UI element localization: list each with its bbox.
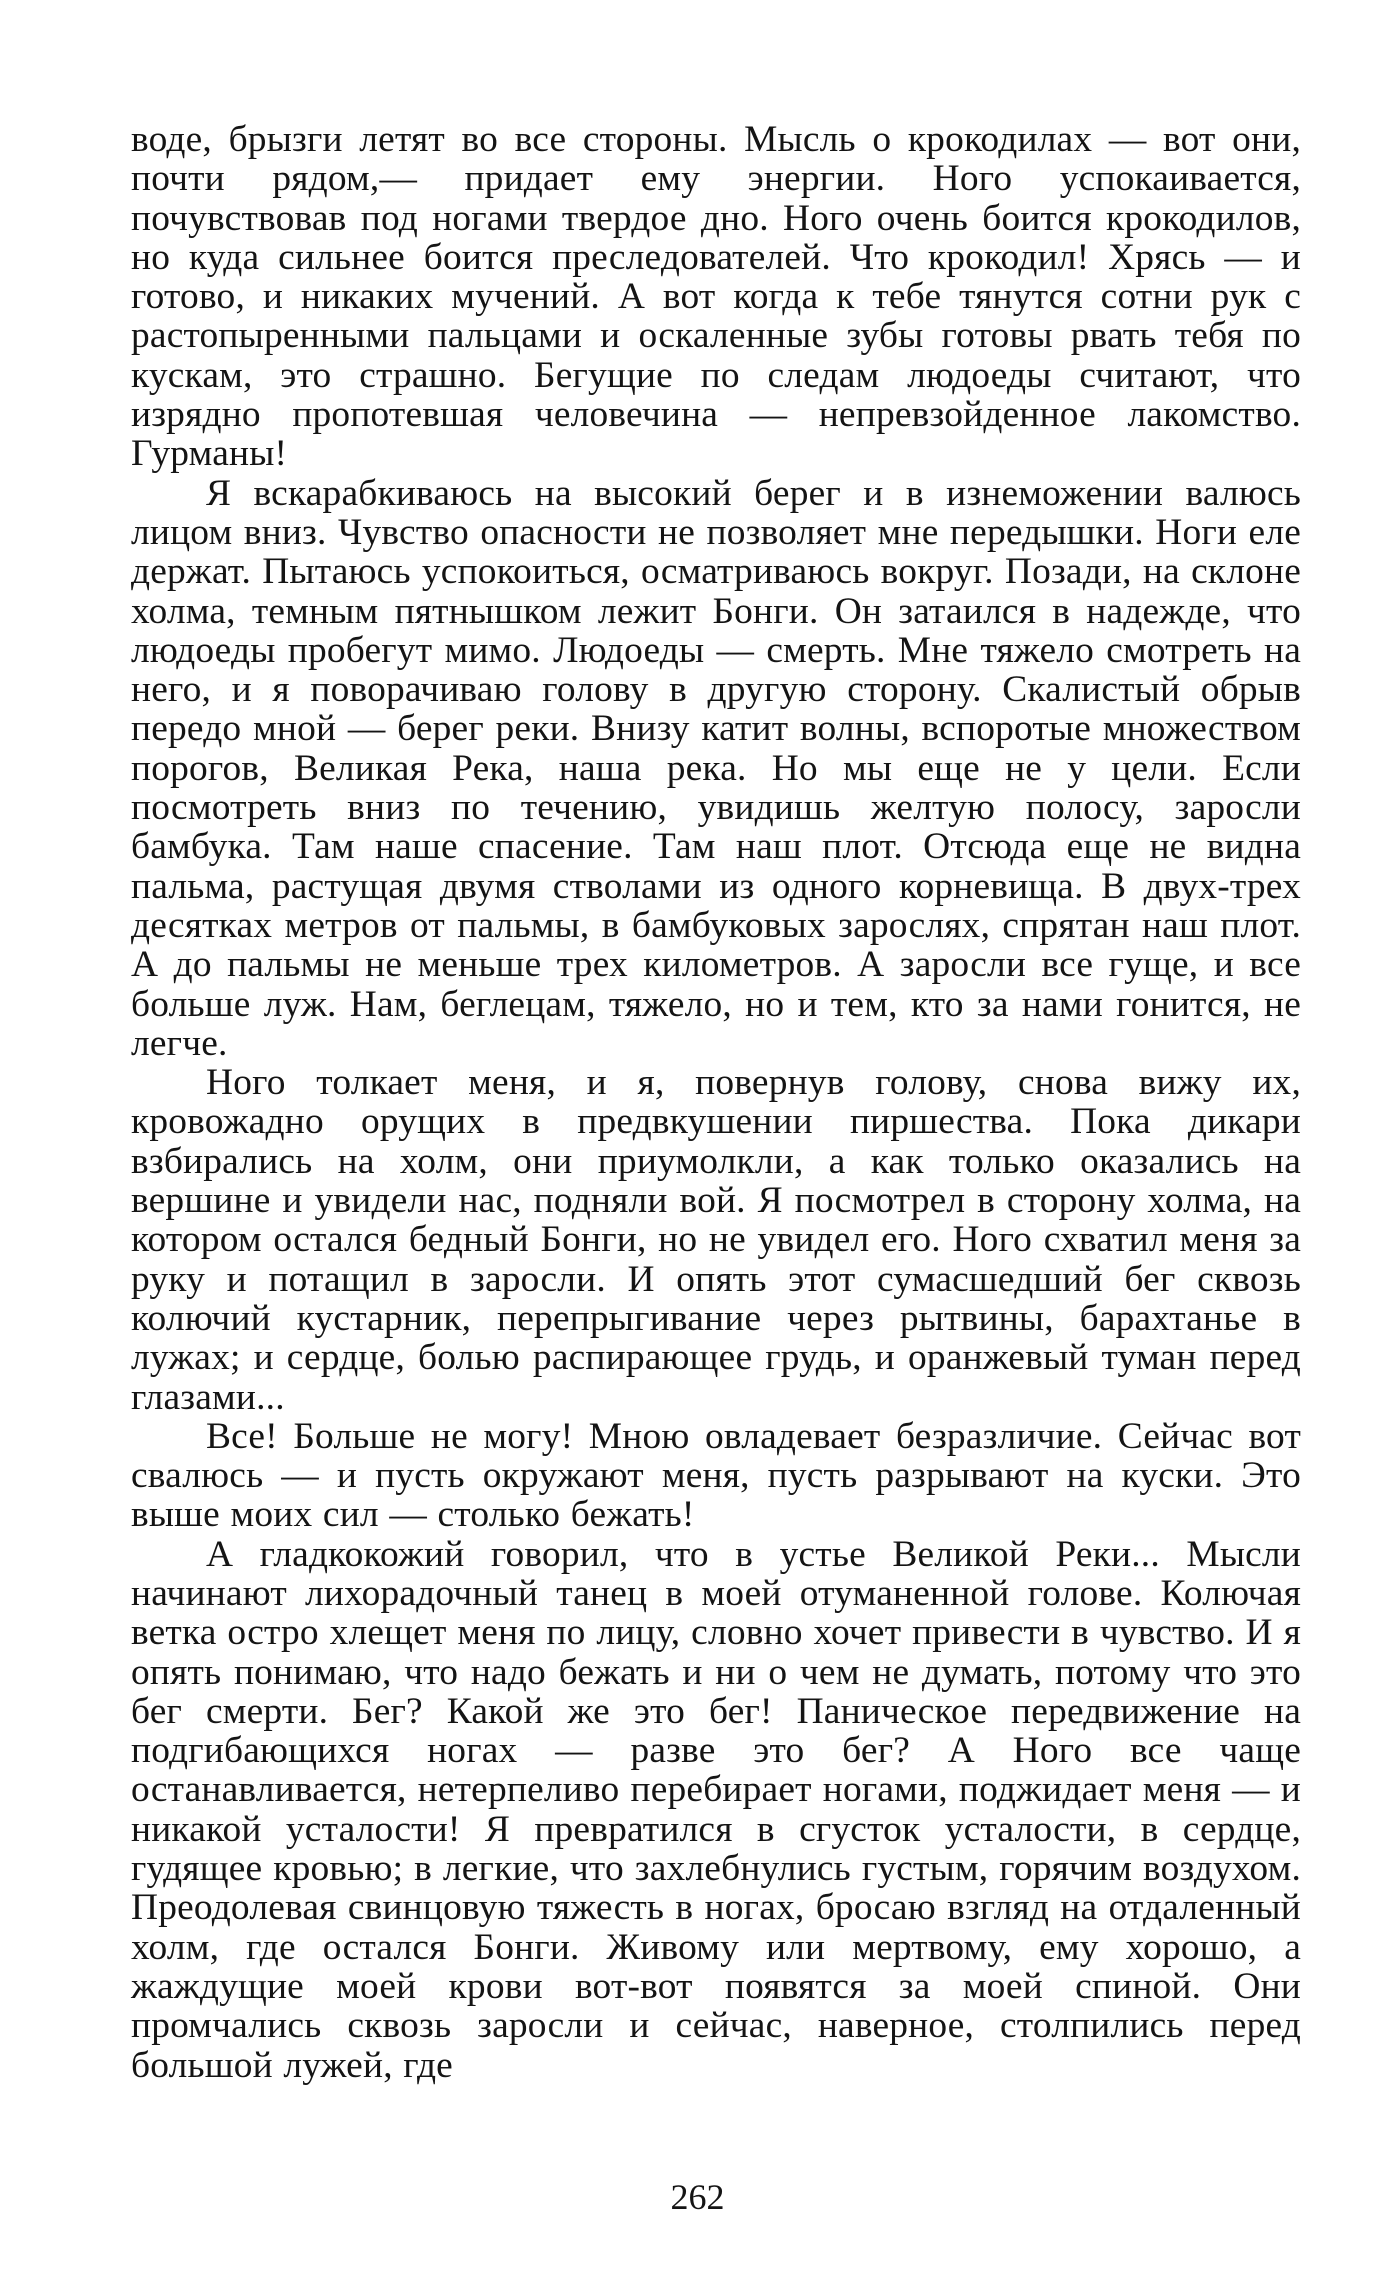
page-number: 262 — [670, 2177, 725, 2217]
paragraph-3: Ного толкает меня, и я, повернув голову, снова вижу их, кровожадно орущих в предвкушении пиршества. Пока дикари взбирались на холм, они приумолкли, а как только оказались на вершине и увидели нас, подняли вой. Я посмотрел в сторону холма, на котором остался бедный Бонги, но не увидел его. Ного схватил меня за руку и потащил в заросли. И опять этот сумасшедший бег сквозь колючий кустарник, перепрыгивание через рытвины, барахтанье в лужах; и сердце, болью распирающее грудь, и оранжевый туман перед глазами... — [131, 1062, 1301, 1418]
page-body — [131, 120, 1301, 2085]
paragraph-5: А гладкокожий говорил, что в устье Великой Реки... Мысли начинают лихорадочный танец в моей отуманенной голове. Колючая ветка остро хлещет меня по лицу, словно хочет привести в чувство. И я опять понимаю, что надо бежать и ни о чем не думать, потому что это бег смерти. Бег? Какой же это бег! Паническое передвижение на подгибающихся ногах — разве это бег? А Ного все чаще останавливается, нетерпеливо перебирает ногами, поджидает меня — и никакой усталости! Я превратился в сгусток усталости, в сердце, гудящее кровью; в легкие, что захлебнулись густым, горячим воздухом. Преодолевая свинцовую тяжесть в ногах, бросаю взгляд на отдаленный холм, где остался Бонги. Живому или мертвому, ему хорошо, а жаждущие моей крови вот-вот появятся за моей спиной. Они промчались сквозь заросли и сейчас, наверное, столпились перед большой лужей, где — [131, 1533, 1301, 2086]
paragraph-1: воде, брызги летят во все стороны. Мысль о крокодилах — вот они, почти рядом,— придает ему энергии. Ного успокаивается, почувствовав под ногами твердое дно. Ного очень боится крокодилов, но куда сильнее боится преследователей. Что крокодил! Хрясь — и готово, и никаких мучений. А вот когда к тебе тянутся сотни рук с растопыренными пальцами и оскаленные зубы готовы рвать тебя по кускам, это страшно. Бегущие по следам людоеды считают, что изрядно пропотевшая человечина — непревзойденное лакомство. Гурманы! — [131, 119, 1301, 475]
paragraph-4: Все! Больше не могу! Мною овладевает безразличие. Сейчас вот свалюсь — и пусть окружают меня, пусть разрывают на куски. Это выше моих сил — столько бежать! — [131, 1415, 1301, 1536]
paragraph-2: Я вскарабкиваюсь на высокий берег и в изнеможении валюсь лицом вниз. Чувство опасности не позволяет мне передышки. Ноги еле держат. Пытаюсь успокоиться, осматриваюсь вокруг. Позади, на склоне холма, темным пятнышком лежит Бонги. Он затаился в надежде, что людоеды пробегут мимо. Людоеды — смерть. Мне тяжело смотреть на него, и я поворачиваю голову в другую сторону. Скалистый обрыв передо мной — берег реки. Внизу катит волны, вспоротые множеством порогов, Великая Река, наша река. Но мы еще не у цели. Если посмотреть вниз по течению, увидишь желтую полосу, заросли бамбука. Там наше спасение. Там наш плот. Отсюда еще не видна пальма, растущая двумя стволами из одного корневища. В двух-трех десятках метров от пальмы, в бамбуковых зарослях, спрятан наш плот. А до пальмы не меньше трех километров. А заросли все гуще, и все больше луж. Нам, беглецам, тяжело, но и тем, кто за нами гонится, не легче. — [131, 472, 1301, 1064]
